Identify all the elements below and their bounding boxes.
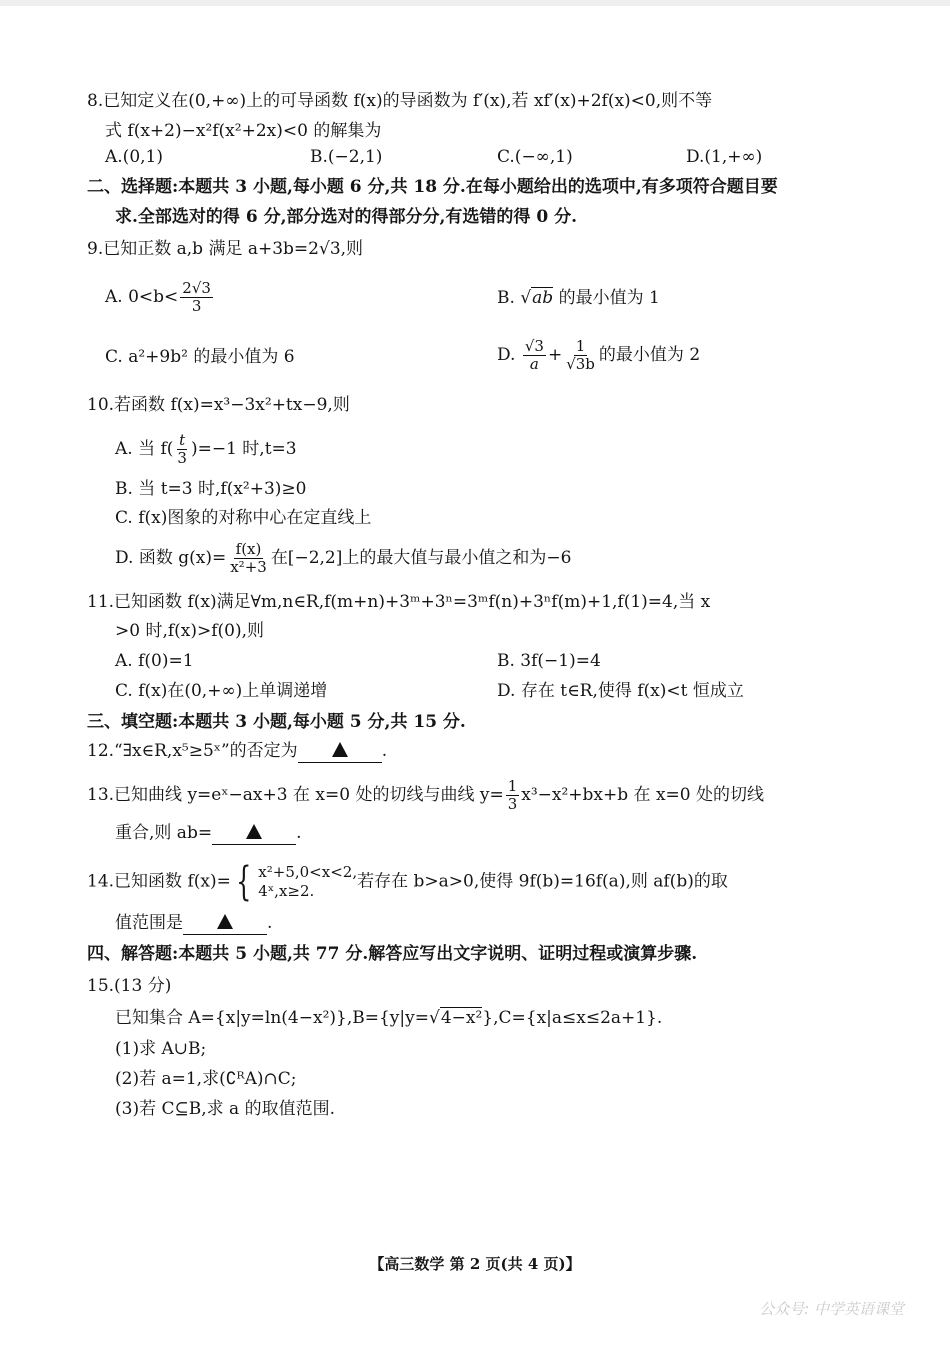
q9-d-fraction2 (564, 338, 597, 373)
q9-a-numerator: 2√3 (182, 279, 211, 297)
q15-part2: (2)若 a=1,求(∁ᴿA)∩C; (115, 1069, 297, 1089)
q13-answer-blank (212, 822, 296, 845)
q9-d-suffix: 的最小值为 2 (598, 345, 701, 365)
q14-period: . (267, 913, 273, 933)
q11-line1: 11.已知函数 f(x)满足∀m,n∈R,f(m+n)+3ᵐ+3ⁿ=3ᵐf(n)+3ⁿf(m)+1,f(1)=4,当 x (87, 592, 711, 612)
q9-stem: 9.已知正数 a,b 满足 a+3b=2√3,则 (87, 239, 364, 259)
q15-stem-pre: 已知集合 A={x|y=ln(4−x²)},B={y|y= (115, 1008, 429, 1028)
section2-heading-line2: 求.全部选对的得 6 分,部分选对的得部分分,有选错的得 0 分. (115, 207, 578, 227)
q8-option-d: D.(1,+∞) (686, 147, 763, 167)
q14-case1: x²+5,0<x<2, (258, 863, 358, 881)
q14-case2: 4ˣ,x≥2. (258, 882, 315, 900)
q9-d-prefix: D. (497, 345, 521, 365)
q10-option-a (115, 432, 297, 467)
q14-line1 (87, 859, 728, 905)
q8-option-b: B.(−2,1) (310, 147, 383, 167)
q14-text2: 值范围是 (115, 913, 183, 933)
q15-part1: (1)求 A∪B; (115, 1039, 207, 1059)
q10-stem: 10.若函数 f(x)=x³−3x²+tx−9,则 (87, 395, 350, 415)
q14-answer-blank (183, 912, 267, 935)
q9-d-den2: √3b (566, 355, 595, 373)
q10-a-denominator: 3 (177, 449, 187, 467)
q14-text-post: 若存在 b>a>0,使得 9f(b)=16f(a),则 af(b)的取 (357, 871, 728, 892)
q10-d-numerator: f(x) (235, 540, 262, 558)
section4-heading: 四、解答题:本题共 5 小题,共 77 分.解答应写出文字说明、证明过程或演算步骤. (87, 944, 698, 964)
q10-a-prefix: A. 当 f( (115, 439, 174, 459)
q15-heading: 15.(13 分) (87, 976, 172, 996)
q8-line2: 式 f(x+2)−x²f(x²+2x)<0 的解集为 (105, 121, 382, 141)
q9-d-plus: + (547, 345, 563, 365)
q10-d-prefix: D. 函数 g(x)= (115, 548, 227, 568)
q10-a-suffix: )=−1 时,t=3 (190, 439, 297, 459)
q13-numerator: 1 (507, 777, 518, 795)
q13-text-pre: 13.已知曲线 y=eˣ−ax+3 在 x=0 处的切线与曲线 y= (87, 785, 504, 805)
q13-fraction (506, 778, 520, 813)
q9-option-d (497, 338, 700, 373)
section3-heading: 三、填空题:本题共 3 小题,每小题 5 分,共 15 分. (87, 712, 466, 732)
q15-stem-post: },C={x|a≤x≤2a+1}. (482, 1008, 663, 1028)
q15-radicand: 4−x² (440, 1008, 483, 1028)
q15-part3: (3)若 C⊆B,求 a 的取值范围. (115, 1099, 335, 1119)
q8-option-c: C.(−∞,1) (497, 147, 573, 167)
blank-triangle-icon (217, 914, 233, 929)
q11-option-d: D. 存在 t∈R,使得 f(x)<t 恒成立 (497, 681, 744, 701)
q8-line1: 8.已知定义在(0,+∞)上的可导函数 f(x)的导函数为 f′(x),若 xf′(x)+2f(x)<0,则不等 (87, 91, 713, 111)
q12-answer-blank (298, 740, 382, 763)
q11-option-a: A. f(0)=1 (115, 651, 194, 671)
q13-text2: 重合,则 ab= (115, 823, 213, 843)
q9-a-denominator: 3 (191, 297, 202, 315)
q14-line2 (115, 912, 272, 935)
q11-option-c: C. f(x)在(0,+∞)上单调递增 (115, 681, 328, 701)
q9-option-a (105, 280, 215, 315)
q9-b-radicand: ab (532, 288, 554, 308)
q13-line2 (115, 822, 301, 845)
q14-piecewise (231, 859, 358, 905)
q10-option-c: C. f(x)图象的对称中心在定直线上 (115, 508, 372, 528)
blank-triangle-icon (246, 824, 262, 839)
q14-text-pre: 14.已知函数 f(x)= (87, 871, 231, 892)
q12-line (87, 740, 387, 763)
q10-option-d (115, 541, 571, 576)
q9-option-c: C. a²+9b² 的最小值为 6 (105, 347, 295, 367)
q10-option-b: B. 当 t=3 时,f(x²+3)≥0 (115, 479, 307, 499)
q11-option-b: B. 3f(−1)=4 (497, 651, 601, 671)
q9-a-prefix: A. 0<b< (105, 287, 179, 307)
q9-d-num1: √3 (524, 337, 544, 355)
q12-period: . (381, 741, 388, 761)
section2-heading-line1: 二、选择题:本题共 3 小题,每小题 6 分,共 18 分.在每小题给出的选项中,有多项符合题目要 (87, 177, 778, 197)
scan-edge (0, 0, 950, 6)
brace-glyph: { (235, 859, 252, 905)
q9-d-fraction1 (523, 338, 546, 373)
q10-d-denominator: x²+3 (230, 558, 267, 576)
q9-b-prefix: B. (497, 288, 521, 308)
watermark: 公众号: 中学英语课堂 (759, 1300, 904, 1318)
q13-text-post: x³−x²+bx+b 在 x=0 处的切线 (521, 785, 764, 805)
q9-a-fraction (180, 280, 213, 315)
q10-d-suffix: 在[−2,2]上的最大值与最小值之和为−6 (270, 548, 572, 568)
q9-b-suffix: 的最小值为 1 (553, 288, 660, 308)
q10-d-fraction (228, 541, 269, 576)
page-footer: 【高三数学 第 2 页(共 4 页)】 (369, 1255, 581, 1273)
q8-option-a: A.(0,1) (105, 147, 163, 167)
q10-a-fraction (175, 432, 189, 467)
q15-stem: 已知集合 A={x|y=ln(4−x²)},B={y|y=√4−x²},C={x|a≤x≤2a+1}. (115, 1008, 663, 1028)
q9-d-den1: a (529, 355, 539, 373)
q13-denominator: 3 (507, 795, 518, 813)
q11-line2: >0 时,f(x)>f(0),则 (115, 621, 265, 641)
q10-a-numerator: t (179, 431, 186, 449)
q9-d-num2: 1 (575, 337, 586, 355)
blank-triangle-icon (332, 742, 348, 757)
q14-cases (258, 863, 357, 901)
q9-option-b: B. √ab 的最小值为 1 (497, 288, 660, 308)
q13-line1 (87, 778, 764, 813)
q12-text: 12.“∃x∈R,x⁵≥5ˣ”的否定为 (87, 741, 298, 761)
q13-period: . (296, 823, 302, 843)
